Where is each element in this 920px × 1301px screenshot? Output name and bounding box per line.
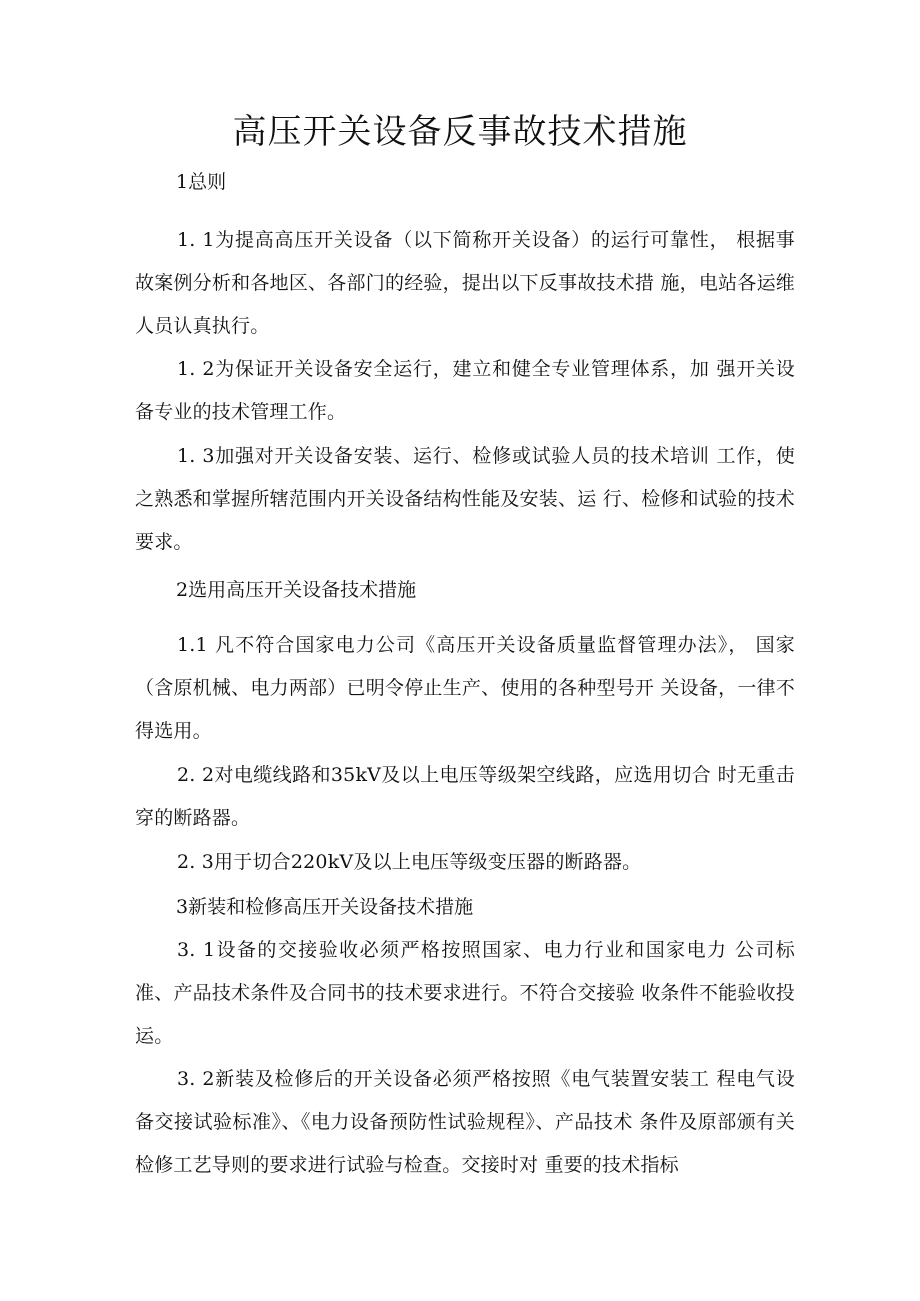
paragraph: 1.1 凡不符合国家电力公司《高压开关设备质量监督管理办法》， 国家（含原机械、电力两部）已明令停止生产、使用的各种型号开 关设备，一律不得选用。 [135,634,795,742]
section-heading: 1总则 [176,171,227,193]
section-heading: 3新装和检修高压开关设备技术措施 [176,896,474,918]
paragraph: 2. 3用于切合220kV及以上电压等级变压器的断路器。 [177,851,642,873]
paragraph: 1. 3加强对开关设备安装、运行、检修或试验人员的技术培训 工作，使之熟悉和掌握所辖范围内开关设备结构性能及安装、运 行、检修和试验的技术要求。 [135,445,795,553]
paragraph: 3. 2新装及检修后的开关设备必须严格按照《电气装置安装工 程电气设备交接试验标准》、《电力设备预防性试验规程》、产品技术 条件及原部颁有关检修工艺导则的要求进行试验与检查。交接时对 重要的技术指标 [135,1068,795,1176]
section-heading: 2选用高压开关设备技术措施 [176,579,417,601]
paragraph: 2. 2对电缆线路和35kV及以上电压等级架空线路，应选用切合 时无重击穿的断路器。 [135,764,795,829]
paragraph: 1. 2为保证开关设备安全运行，建立和健全专业管理体系，加 强开关设备专业的技术管理工作。 [135,358,795,423]
paragraph: 3. 1设备的交接验收必须严格按照国家、电力行业和国家电力 公司标准、产品技术条件及合同书的技术要求进行。不符合交接验 收条件不能验收投运。 [135,939,795,1047]
paragraph: 1. 1为提高高压开关设备（以下简称开关设备）的运行可靠性， 根据事故案例分析和各地区、各部门的经验，提出以下反事故技术措 施，电站各运维人员认真执行。 [135,229,795,337]
document-title: 高压开关设备反事故技术措施 [232,112,688,152]
